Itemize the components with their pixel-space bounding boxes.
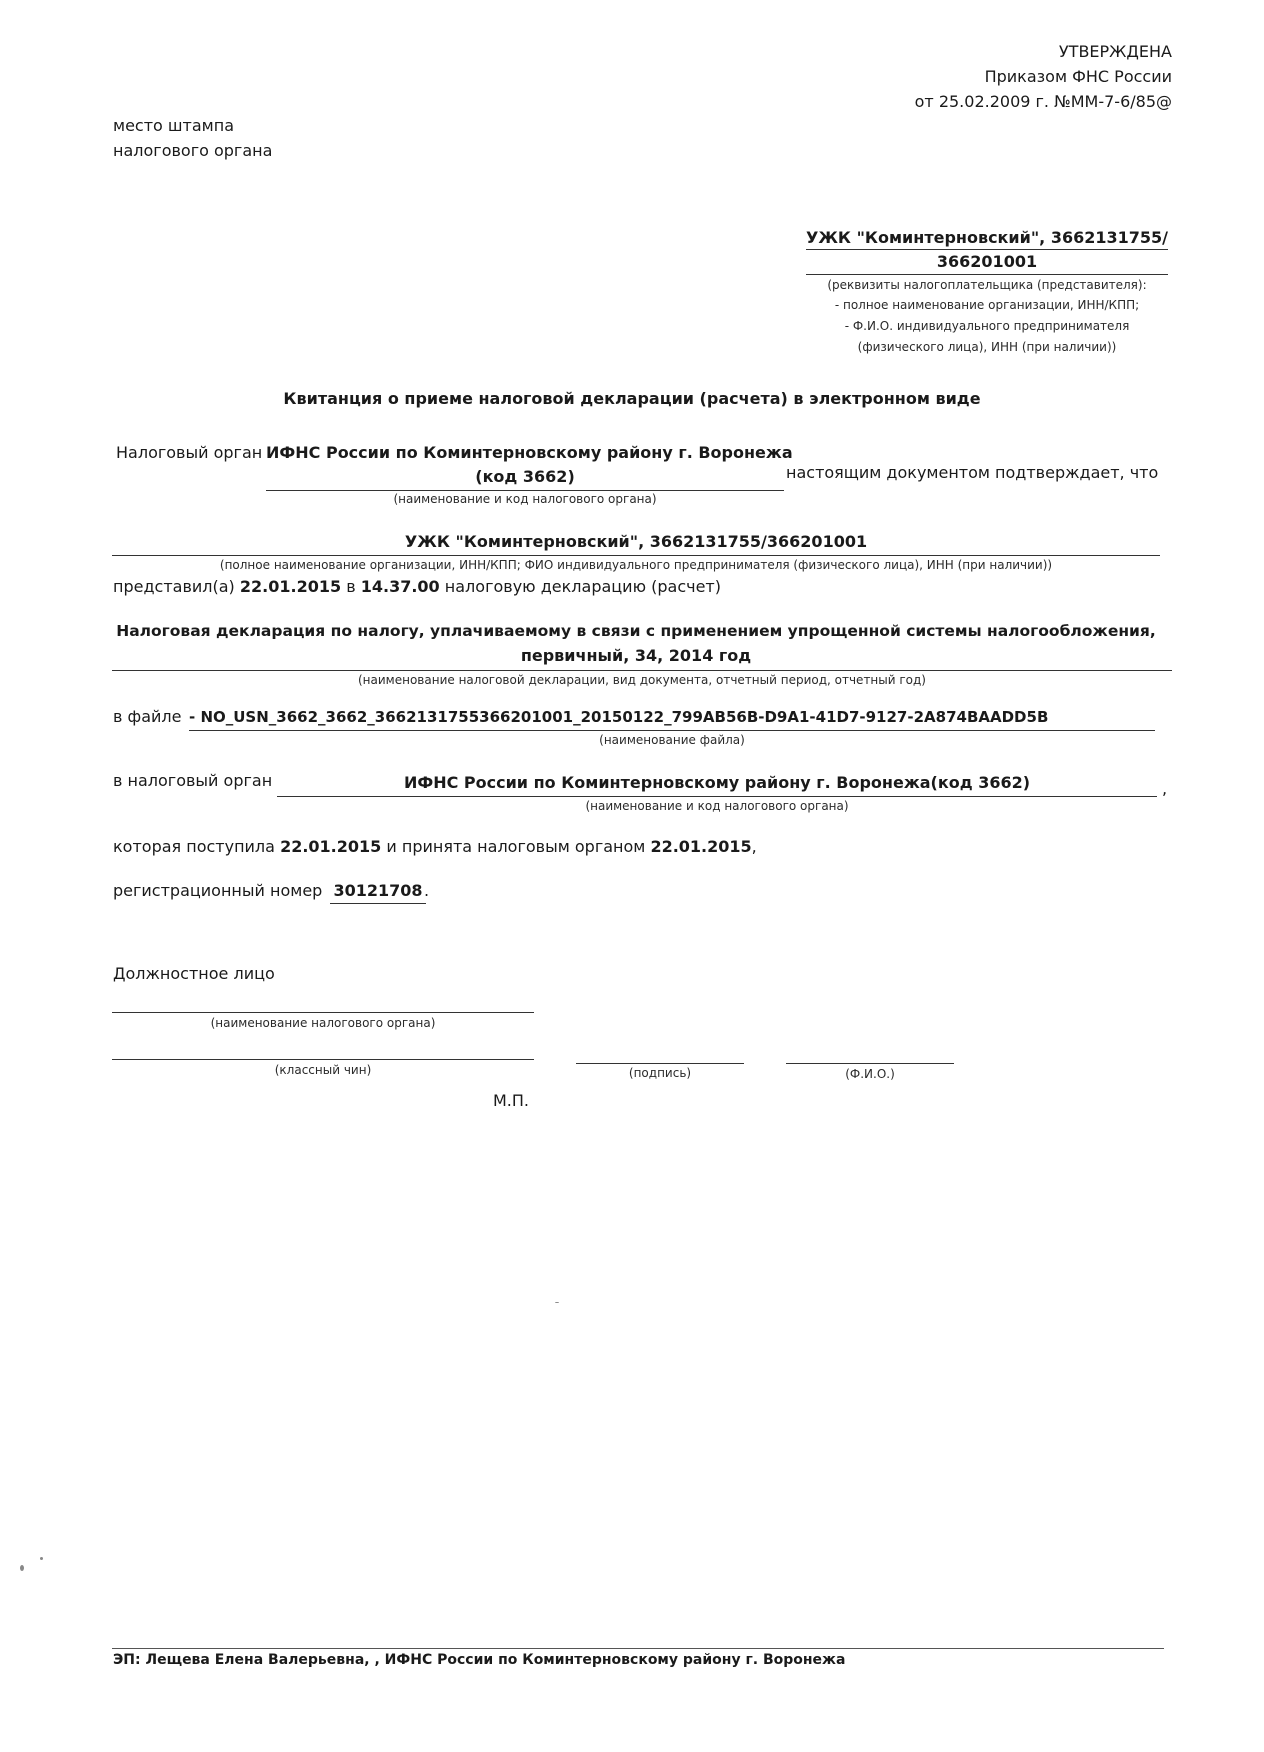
authority-value-line-2: (код 3662)	[475, 467, 575, 486]
submitted-time: 14.37.00	[360, 577, 440, 596]
taxpayer-underline-1	[806, 249, 1168, 250]
approval-line-1: УТВЕРЖДЕНА	[1058, 42, 1172, 61]
file-caption: (наименование файла)	[599, 733, 745, 747]
seal-mark: М.П.	[493, 1091, 530, 1110]
file-underline	[189, 730, 1155, 731]
submitted-line	[113, 577, 721, 596]
taxpayer-caption-2: - полное наименование организации, ИНН/КПП;	[834, 298, 1140, 312]
received-middle: и принята налоговым органом	[386, 837, 646, 856]
authority-suffix: настоящим документом подтверждает, что	[786, 463, 1159, 482]
received-line	[113, 837, 757, 856]
destination-value: ИФНС России по Коминтерновскому району г. Воронежа(код 3662)	[403, 773, 1031, 792]
official-name-caption: (Ф.И.О.)	[845, 1067, 895, 1081]
authority-value-line-1: ИФНС России по Коминтерновскому району г. Воронежа	[266, 443, 793, 462]
footer-rule	[112, 1648, 1164, 1649]
organization-underline	[112, 555, 1160, 556]
registration-underline	[330, 903, 426, 904]
approval-line-2: Приказом ФНС России	[984, 67, 1172, 86]
taxpayer-caption-4: (физического лица), ИНН (при наличии))	[857, 340, 1117, 354]
received-date-1: 22.01.2015	[280, 837, 382, 856]
organization-caption: (полное наименование организации, ИНН/КПП; ФИО индивидуального предпринимателя (физического лица), ИНН (при наличии))	[219, 558, 1053, 572]
official-name-line	[786, 1063, 954, 1064]
taxpayer-caption-1: (реквизиты налогоплательщика (представителя):	[827, 278, 1147, 292]
taxpayer-line-1: УЖК "Коминтерновский", 3662131755/	[806, 228, 1168, 247]
registration-suffix: .	[424, 881, 430, 900]
organization-value: УЖК "Коминтерновский", 3662131755/366201001	[404, 532, 868, 551]
authority-label: Налоговый орган	[116, 443, 263, 462]
declaration-line-1: Налоговая декларация по налогу, уплачиваемому в связи с применением упрощенной системы налогообложения,	[116, 622, 1156, 640]
registration-number: 30121708	[333, 881, 423, 900]
submitted-date: 22.01.2015	[239, 577, 342, 596]
file-label: в файле	[113, 707, 182, 726]
official-authority-caption: (наименование налогового органа)	[210, 1016, 436, 1030]
taxpayer-caption-3: - Ф.И.О. индивидуального предпринимателя	[844, 319, 1130, 333]
official-rank-line	[112, 1059, 534, 1060]
destination-underline	[277, 796, 1157, 797]
submitted-in: в	[346, 577, 356, 596]
stamp-place-line-2: налогового органа	[113, 141, 273, 160]
official-rank-caption: (классный чин)	[274, 1063, 372, 1077]
destination-label: в налоговый орган	[113, 771, 273, 790]
received-suffix: ,	[751, 837, 757, 856]
received-date-2: 22.01.2015	[650, 837, 752, 856]
declaration-underline	[112, 670, 1172, 671]
scan-speck	[555, 1302, 559, 1303]
footer-signature: ЭП: Лещева Елена Валерьевна, , ИФНС России по Коминтерновскому району г. Воронежа	[113, 1652, 846, 1668]
submitted-suffix: налоговую декларацию (расчет)	[444, 577, 721, 596]
file-value: - NO_USN_3662_3662_3662131755366201001_20150122_799AB56B-D9A1-41D7-9127-2A874BAADD5B	[189, 708, 1049, 726]
received-prefix: которая поступила	[113, 837, 275, 856]
taxpayer-underline-2	[806, 274, 1168, 275]
approval-line-3: от 25.02.2009 г. №ММ-7-6/85@	[914, 92, 1172, 111]
official-authority-line	[112, 1012, 534, 1013]
scan-speck	[40, 1557, 43, 1560]
page-title: Квитанция о приеме налоговой декларации (расчета) в электронном виде	[283, 389, 981, 408]
scan-speck	[20, 1565, 24, 1571]
stamp-place-line-1: место штампа	[113, 116, 235, 135]
taxpayer-line-2: 366201001	[936, 252, 1038, 271]
official-label: Должностное лицо	[113, 964, 275, 983]
authority-underline	[266, 490, 784, 491]
official-signature-caption: (подпись)	[628, 1066, 692, 1080]
destination-caption: (наименование и код налогового органа)	[585, 799, 849, 813]
submitted-prefix: представил(а)	[113, 577, 235, 596]
registration-label: регистрационный номер	[113, 881, 323, 900]
authority-caption: (наименование и код налогового органа)	[393, 492, 657, 506]
declaration-caption: (наименование налоговой декларации, вид документа, отчетный период, отчетный год)	[358, 673, 926, 687]
official-signature-line	[576, 1063, 744, 1064]
declaration-line-2: первичный, 34, 2014 год	[520, 646, 752, 665]
destination-comma: ,	[1162, 779, 1168, 798]
